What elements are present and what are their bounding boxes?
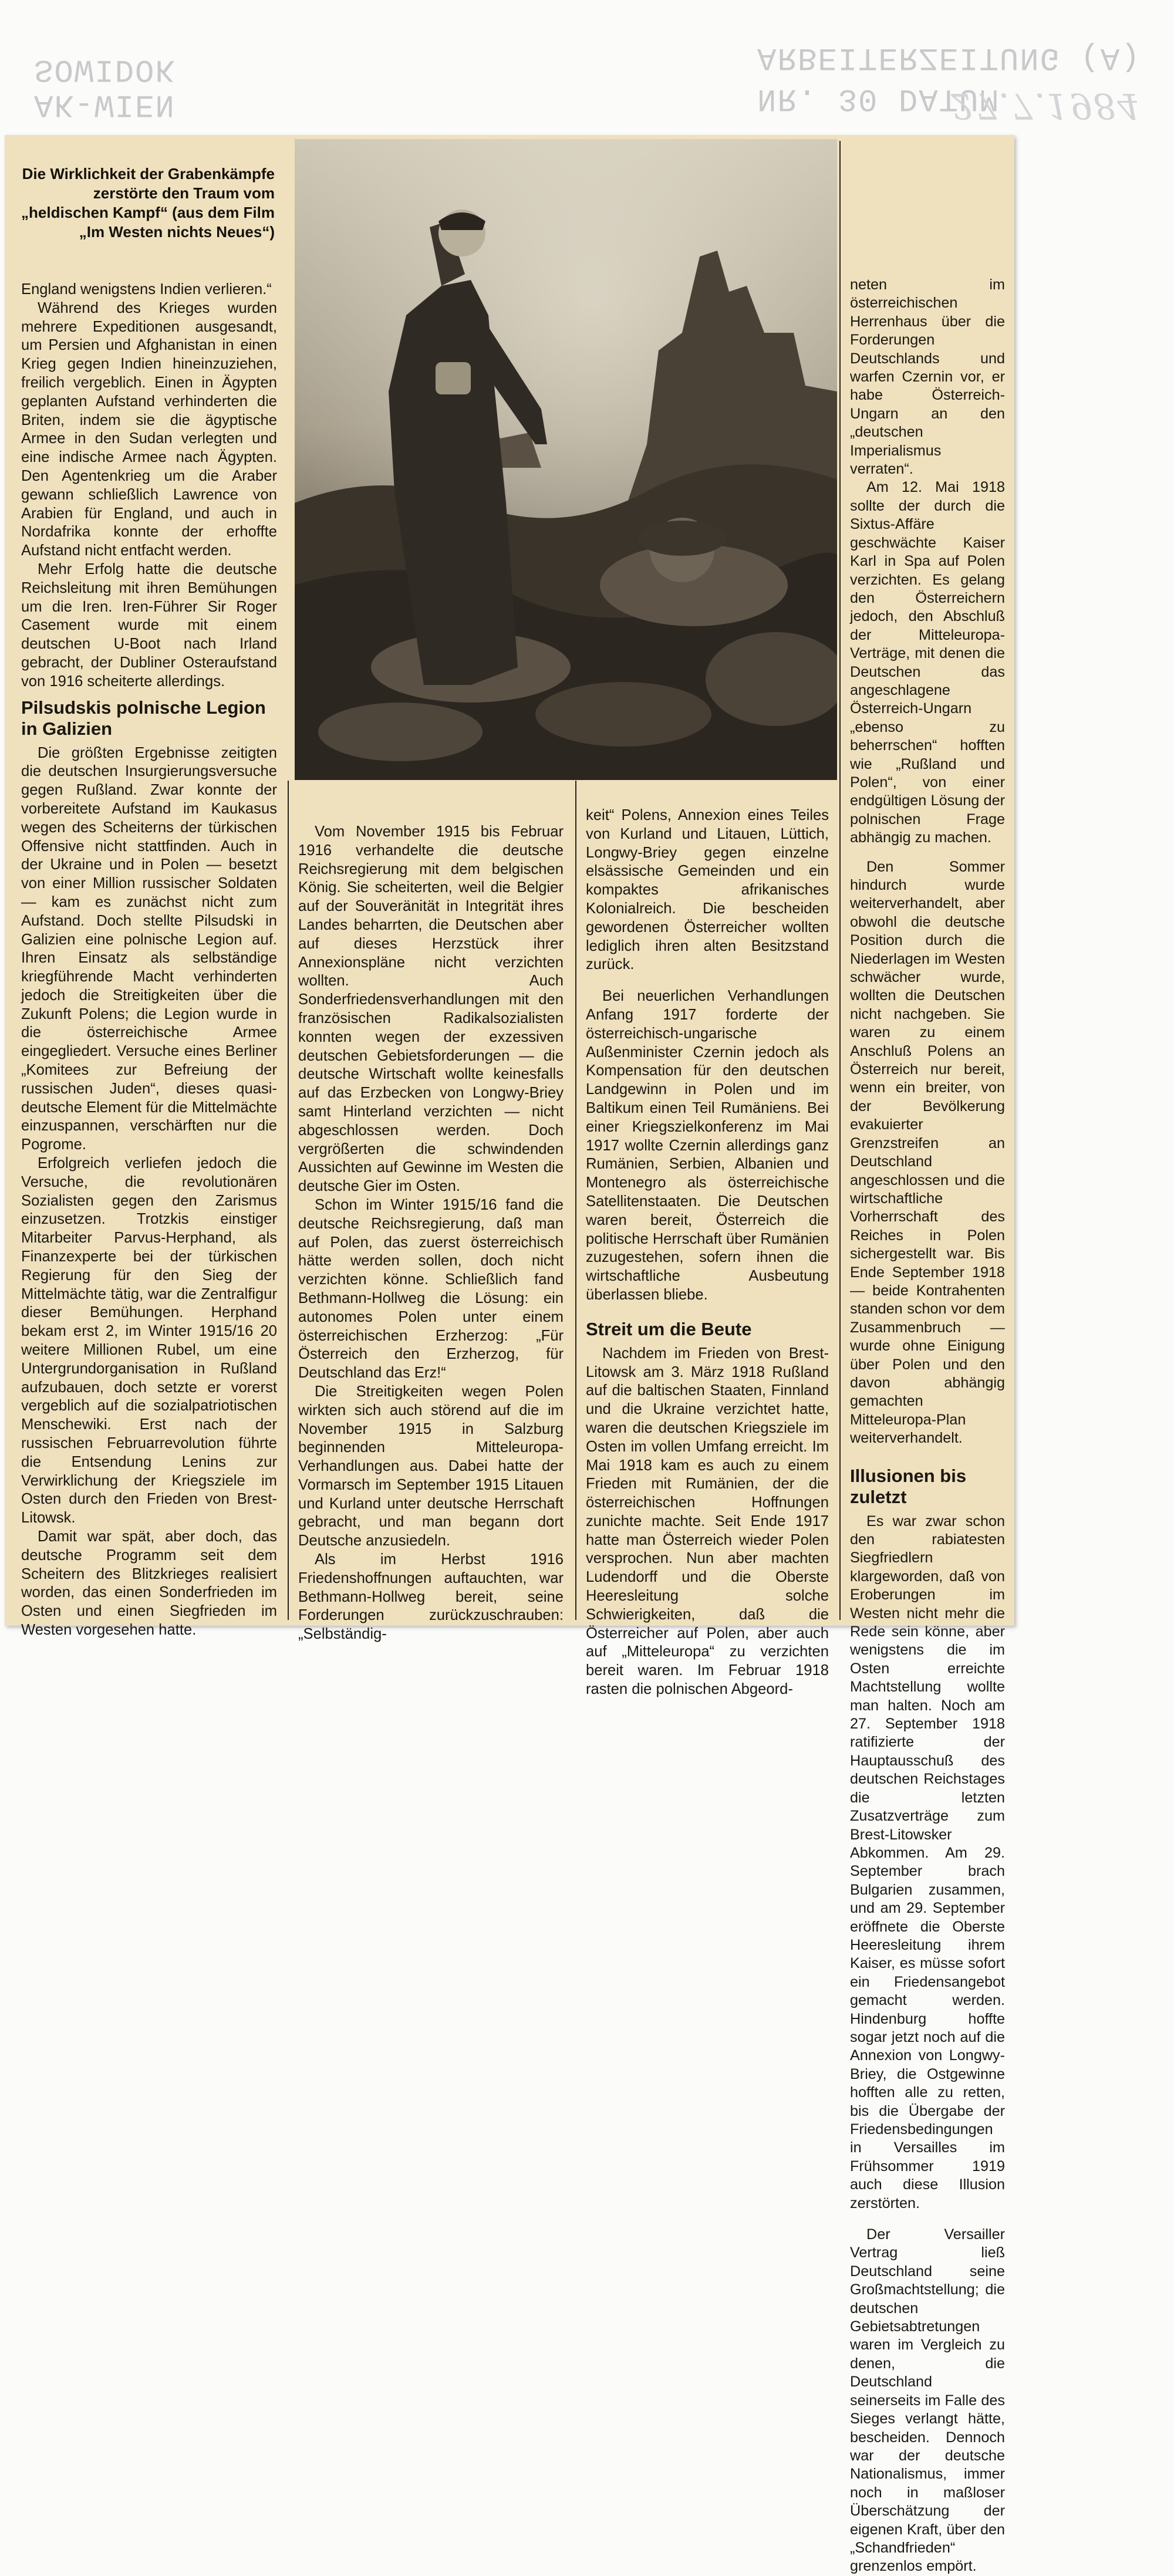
- col2-paragraph-1: Vom November 1915 bis Februar 1916 verhandelte die deutsche Reichsregierung mit dem belgischen König. Sie scheiterten, weil die Belgier auf der Souveränität in Integrität ihres Landes beharrten, die Deutschen aber auf dieses Herzstück ihrer Annexionspläne nicht verzichten wollten. Auch Sonderfriedensverhandlungen mit den französischen Radikalsozialisten konnten wegen der exzessiven deutschen Gebietsforderungen — die deutsche Wirtschaft wollte keinesfalls auf das Erzbecken von Longwy-Briey samt Hinterland verzichten — nicht abgeschlossen werden. Doch vergrößerten die schwindenden Aussichten auf Gewinne im Westen die deutsche Gier im Osten.: [298, 823, 564, 1195]
- col1-paragraph-2: Während des Krieges wurden mehrere Expeditionen ausgesandt, um Persien und Afghanistan in einen Krieg gegen Indien hineinzuziehen, freilich vergeblich. Einen in Ägypten geplanten Aufstand verhinderten die Briten, indem sie die ägyptische Armee in den Sudan verlegten und eine indische Armee nach Ägypten. Den Agentenkrieg um die Araber gewann schließlich Lawrence von Arabien für England, und auch in Nordafrika konnte der erhoffte Aufstand nicht entfacht werden.: [21, 299, 277, 559]
- article-column-1: [21, 281, 277, 1640]
- column-rule-1: [288, 781, 289, 1620]
- col1-paragraph-1: England wenigstens Indien verlieren.“: [21, 281, 272, 298]
- col4-paragraph-5: Der Versailler Vertrag ließ Deutschland seine Großmachtstellung; die deutschen Gebietsabtretungen waren im Vergleich zu denen, die Deutschland seinerseits im Falle des Sieges verlangt hätte, bescheiden. Dennoch war der deutsche Nationalismus, immer noch in maßloser Überschätzung der eigenen Kraft, über den „Schandfrieden“ grenzenlos empört.: [850, 2226, 1005, 2575]
- col1-paragraph-3: Mehr Erfolg hatte die deutsche Reichsleitung mit ihren Bemühungen um die Iren. Iren-Führer Sir Roger Casement wurde mit einem deutschen U-Boot nach Irland gebracht, der Dubliner Osteraufstand von 1916 scheiterte allerdings.: [21, 561, 277, 690]
- archive-stamp-left-1: SOWIDOK: [34, 51, 176, 87]
- col4-paragraph-4: Es war zwar schon den rabiatesten Siegfriedlern klargeworden, daß von Eroberungen im Westen nicht mehr die Rede sein könne, aber wenigstens die im Osten erreichte Machtstellung wollte man halten. Noch am 27. September 1918 ratifizierte der Hauptausschuß des deutschen Reichstages die letzten Zusatzverträge zum Brest-Litowsker Abkommen. Am 29. September brach Bulgarien zusammen, und am 29. September eröffnete die Oberste Heeresleitung ihrem Kaiser, es müsse sofort ein Friedensangebot gemacht werden. Hindenburg hoffte sogar jetzt noch auf die Annexion von Longwy-Briey, die Ostgewinne hofften alle zu retten, bis die Übergabe der Friedensbedingungen in Versailles im Frühsommer 1919 auch diese Illusion zerstörten.: [850, 1512, 1005, 2212]
- article-column-4: [850, 276, 1005, 2576]
- col1-paragraph-4: Die größten Ergebnisse zeitigten die deutschen Insurgierungsversuche gegen Rußland. Zwar konnte der vorbereitete Aufstand im Kaukasus wegen des Scheiterns der türkischen Offensive nicht stattfinden. Auch in der Ukraine und in Polen — besetzt von einer Million russischer Soldaten — kam es zunächst nicht zum Aufstand. Doch stellte Pilsudski in Galizien eine polnische Legion auf. Ihren Einsatz als selbständige kriegführende Macht verhinderten jedoch die Streitigkeiten über die Zukunft Polens; die Legion wurde in die österreichische Armee eingegliedert. Versuche eines Berliner „Komitees zur Befreiung der russischen Juden“, dieses quasi-deutsche Element für die Mittelmächte einzuspannen, verschärften nur die Pogrome.: [21, 744, 277, 1153]
- handwritten-date: 27.7.1984: [951, 85, 1141, 126]
- col3-paragraph-3: Nachdem im Frieden von Brest-Litowsk am 3. März 1918 Rußland auf die baltischen Staaten, Finnland und die Ukraine verzichtet hatte, waren die deutschen Kriegsziele im Osten im vollen Umfang erreicht. Im Mai 1918 kam es auch zu einem Frieden mit Rumänien, der die österreichischen Hoffnungen zunichte machte. Seit Ende 1917 hatte man Österreich wieder Polen versprochen. Nun aber machten Ludendorff und die Oberste Heeresleitung solche Schwierigkeiten, daß die Österreicher auf Polen, aber auch auf „Mitteleuropa“ zu verzichten bereit waren. Im Februar 1918 rasten die polnischen Abgeord-: [586, 1345, 829, 1698]
- archive-stamp-right-2: NR. 30 DATUM: [757, 80, 1000, 116]
- col2-paragraph-4: Als im Herbst 1916 Friedenshoffnungen auftauchten, war Bethmann-Hollweg bereit, seine Forderungen zurückzuschrauben: „Selbständig-: [298, 1551, 564, 1643]
- col2-paragraph-3: Die Streitigkeiten wegen Polen wirkten sich auch störend auf die im November 1915 in Salzburg beginnenden Mitteleuropa-Verhandlungen aus. Dabei hatte der Vormarsch im September 1915 Litauen und Kurland unter deutsche Herrschaft gebracht, und man begann dort Deutsche anzusiedeln.: [298, 1383, 564, 1549]
- col3-paragraph-2: Bei neuerlichen Verhandlungen Anfang 1917 forderte der österreichisch-ungarische Außenminister Czernin jedoch als Kompensation für den deutschen Landgewinn in Polen und im Baltikum einen Teil Rumäniens. Bei einer Kriegszielkonferenz im Mai 1917 wollte Czernin allerdings ganz Rumänien, Serbien, Albanien und Montenegro als österreichische Satellitenstaaten. Die Deutschen waren bereit, Österreich die politische Herrschaft über Rumänien zuzugestehen, sofern ihnen die wirtschaftliche Ausbeutung überlassen bliebe.: [586, 988, 829, 1303]
- col3-paragraph-1: keit“ Polens, Annexion eines Teiles von Kurland und Litauen, Lüttich, Longwy-Briey gegen einzelne elsässische Gemeinden und ein kompaktes afrikanisches Kolonialreich. Die bescheiden gewordenen Österreicher wollten lediglich ihren alten Besitzstand zurück.: [586, 807, 829, 973]
- archive-stamp-left-2: AK-WIEN: [34, 86, 176, 122]
- film-still-photo: [295, 139, 837, 780]
- col4-paragraph-3: Den Sommer hindurch wurde weiterverhandelt, aber obwohl die deutsche Position durch die Niederlagen im Westen schwächer wurde, wollten die Deutschen nicht nachgeben. Sie waren zu einem Anschluß Polens an Österreich nur bereit, wenn ein breiter, von der Bevölkerung evakuierter Grenzstreifen an Deutschland angeschlossen und die wirtschaftliche Vorherrschaft des Reiches in Polen sichergestellt war. Bis Ende September 1918 — beide Kontrahenten standen schon vor dem Zusammenbruch — wurde ohne Einigung über Polen und den davon abhängig gemachten Mitteleuropa-Plan weiterverhandelt.: [850, 858, 1005, 1447]
- col4-heading: Illusionen bis zuletzt: [850, 1465, 967, 1507]
- col1-paragraph-5: Erfolgreich verliefen jedoch die Versuche, die revolutionären Sozialisten gegen den Zarismus einzusetzen. Trotzkis einstiger Mitarbeiter Parvus-Herphand, als Finanzexperte bei der türkischen Regierung für den Sieg der Mittelmächte tätig, war die Zentralfigur dieser Bemühungen. Herphand bekam erst 2, im Winter 1915/16 20 weitere Millionen Rubel, um eine Untergrundorganisation in Rußland aufzubauen, doch setzte er vorerst vergeblich auf die sozialpatriotischen Menschewiki. Erst nach der russischen Februarrevolution führte die Entsendung Lenins zur Verwirklichung der Kriegsziele im Osten durch den Frieden von Brest-Litowsk.: [21, 1155, 277, 1527]
- article-column-2: [298, 823, 564, 1644]
- col4-paragraph-1: neten im österreichischen Herrenhaus über die Forderungen Deutschlands und warfen Czernin vor, er habe Österreich-Ungarn an den „deutschen Imperialismus verraten“.: [850, 276, 1005, 478]
- col1-heading: Pilsudskis polnische Legion in Galizien: [21, 697, 266, 739]
- column-rule-3: [839, 141, 841, 1620]
- photo-caption: Die Wirklichkeit der Grabenkämpfe zerstörte den Traum vom „heldischen Kampf“ (aus dem Film „Im Westen nichts Neues“): [21, 165, 275, 241]
- col3-heading: Streit um die Beute: [586, 1318, 752, 1339]
- col4-paragraph-2: Am 12. Mai 1918 sollte der durch die Sixtus-Affäre geschwächte Kaiser Karl in Spa auf Polen verzichten. Es gelang den Österreichern jedoch, den Abschluß der Mitteleuropa-Verträge, mit denen die Deutschen das angeschlagene Österreich-Ungarn „ebenso zu beherrschen“ hofften wie „Rußland und Polen“, von einer endgültigen Lösung der polnischen Frage abhängig zu machen.: [850, 479, 1005, 846]
- article-column-3: [586, 806, 829, 1699]
- col2-paragraph-2: Schon im Winter 1915/16 fand die deutsche Reichsregierung, daß man auf Polen, das zuerst österreichisch hätte werden sollen, doch nicht verzichten könne. Schließlich fand Bethmann-Hollweg die Lösung: ein autonomes Polen unter einem österreichischen Erzherzog: „Für Österreich den Erzherzog, für Deutschland das Erz!“: [298, 1196, 564, 1382]
- col1-paragraph-6: Damit war spät, aber doch, das deutsche Programm seit dem Scheitern des Blitzkrieges realisiert worden, das einen Sonderfrieden im Osten und einen Siegfrieden im Westen vorgesehen hatte.: [21, 1528, 277, 1638]
- soldier-photo-illustration: [295, 139, 837, 780]
- archive-stamp-right-1: ARBEITERZEITUNG (A): [757, 39, 1141, 75]
- newspaper-clipping: [5, 135, 1014, 2575]
- column-rule-2: [575, 781, 576, 1620]
